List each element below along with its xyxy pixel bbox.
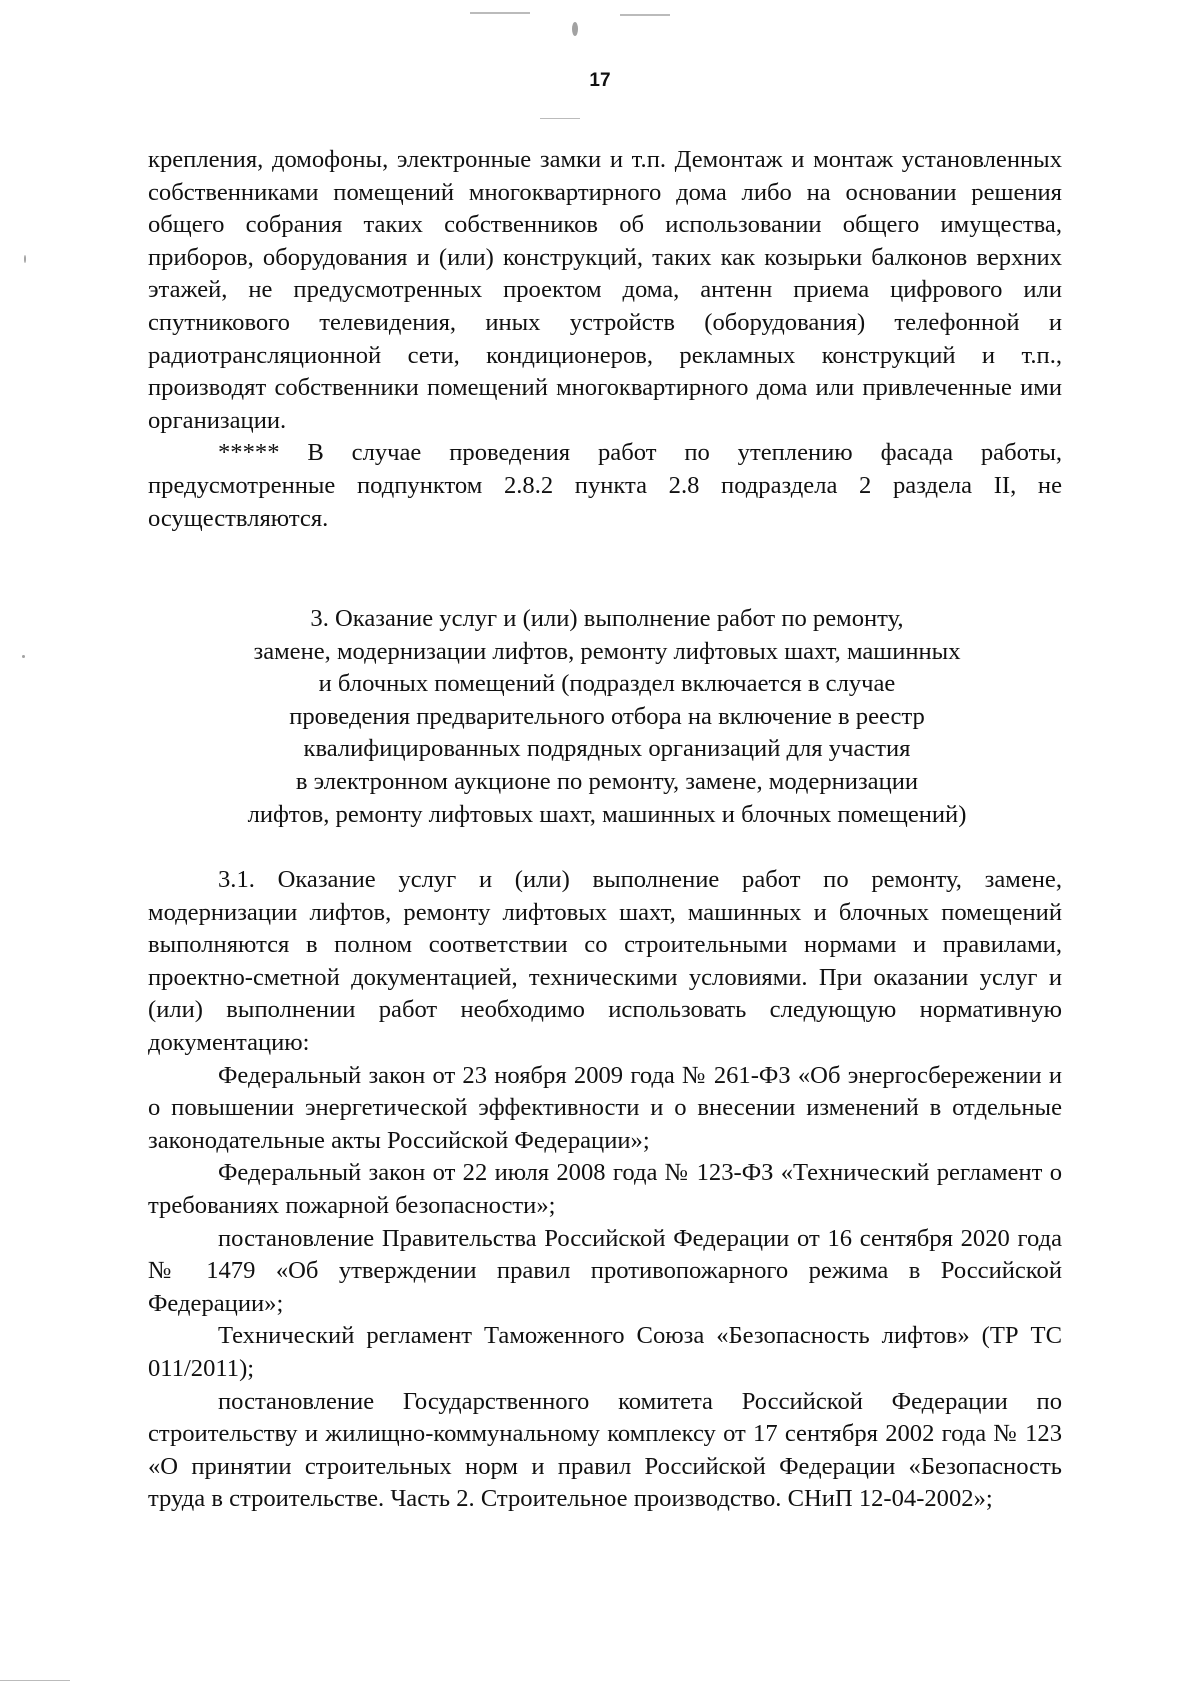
- heading-line: и блочных помещений (подраздел включается в случае: [318, 670, 896, 698]
- regulation-item: постановление Государственного комитета Российской Федерации по строительству и жилищно-коммунальному комплексу от 17 сентября 2002 года № 123 «О принятии строительных норм и правил Российской Федерации «Безопасность труда в строительстве. Часть 2. Строительное производство. СНиП 12-04-2002»;: [148, 1387, 1062, 1513]
- scan-artifact: [22, 655, 25, 658]
- scan-artifact: [0, 1680, 70, 1681]
- heading-line: замене, модернизации лифтов, ремонту лифтовых шахт, машинных: [253, 637, 961, 665]
- section-heading: [150, 603, 1064, 831]
- scan-artifact: [24, 255, 26, 263]
- body-paragraph: крепления, домофоны, электронные замки и т.п. Демонтаж и монтаж установленных собственниками помещений многоквартирного дома либо на основании решения общего собрания таких собственников об использовании общего имущества, приборов, оборудования и (или) конструкций, таких как козырьки балконов верхних этажей, не предусмотренных проектом дома, антенн приема цифрового или спутникового телевидения, иных устройств (оборудования) телефонной и радиотрансляционной сети, кондиционеров, рекламных конструкций и т.п., производят собственники помещений многоквартирного дома или привлеченные ими организации.: [148, 146, 1062, 434]
- heading-line: в электронном аукционе по ремонту, замене, модернизации: [295, 767, 919, 795]
- body-paragraph: 3.1. Оказание услуг и (или) выполнение работ по ремонту, замене, модернизации лифтов, ремонту лифтовых шахт, машинных и блочных помещений выполняются в полном соответствии со строительными нормами и правилами, проектно-сметной документацией, техническими условиями. При оказании услуг и (или) выполнении работ необходимо использовать следующую нормативную документацию:: [148, 866, 1062, 1056]
- regulation-item: Федеральный закон от 23 ноября 2009 года № 261-ФЗ «Об энергосбережении и о повышении энергетической эффективности и о внесении изменений в отдельные законодательные акты Российской Федерации»;: [148, 1061, 1062, 1154]
- regulation-item: постановление Правительства Российской Федерации от 16 сентября 2020 года № 1479 «Об утверждении правил противопожарного режима в Российской Федерации»;: [148, 1224, 1062, 1317]
- main-text-block: [148, 864, 1062, 1516]
- regulation-item: Федеральный закон от 22 июля 2008 года № 123-ФЗ «Технический регламент о требованиях пожарной безопасности»;: [148, 1159, 1062, 1219]
- intro-text-block: [148, 144, 1062, 535]
- heading-line: квалифицированных подрядных организаций для участия: [303, 735, 911, 763]
- footnote-paragraph: ***** В случае проведения работ по утеплению фасада работы, предусмотренные подпунктом 2.8.2 пункта 2.8 подраздела 2 раздела II, не осуществляются.: [148, 439, 1062, 532]
- scan-artifact: [470, 12, 530, 14]
- heading-line: 3. Оказание услуг и (или) выполнение работ по ремонту,: [310, 605, 904, 632]
- scan-artifact: [572, 22, 578, 36]
- scan-artifact: [620, 14, 670, 16]
- page-number: 17: [589, 70, 611, 91]
- heading-line: проведения предварительного отбора на включение в реестр: [289, 702, 925, 730]
- scan-artifact: [540, 118, 580, 119]
- regulation-item: Технический регламент Таможенного Союза «Безопасность лифтов» (ТР ТС 011/2011);: [148, 1322, 1062, 1382]
- heading-line: лифтов, ремонту лифтовых шахт, машинных и блочных помещений): [247, 800, 967, 828]
